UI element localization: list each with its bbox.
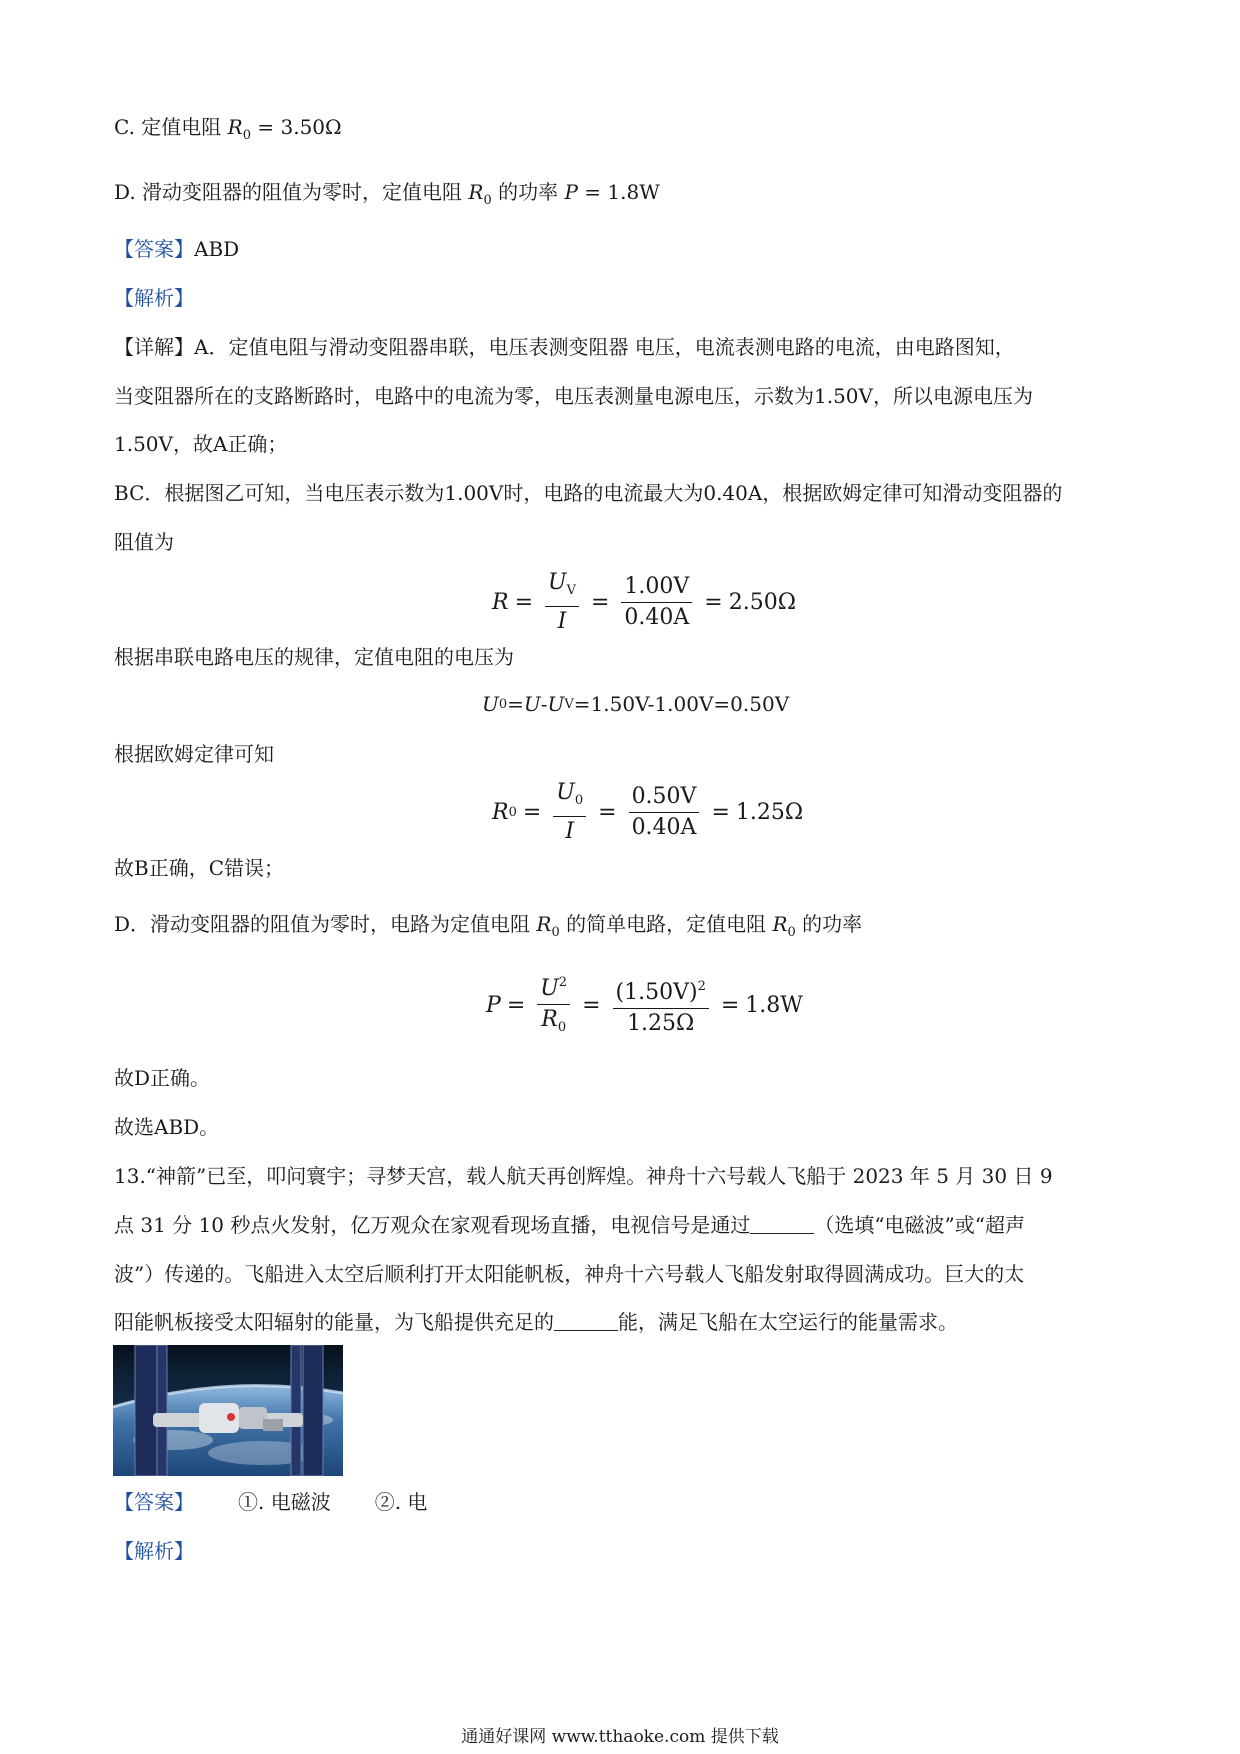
q13-line4-text: 阳能帆板接受太阳辐射的能量，为飞船提供充足的 <box>114 1310 554 1334</box>
detail-line-1 <box>114 333 1015 361</box>
detail-text-1: A．定值电阻与滑动变阻器串联，电压表测变阻器 电压，电流表测电路的电流，由电路图知， <box>194 335 1015 359</box>
option-d-mid: 的功率 <box>491 180 565 204</box>
r-symbol: R <box>536 912 552 936</box>
analysis-tag-2: 【解析】 <box>114 1539 194 1563</box>
text-ohm: 根据欧姆定律可知 <box>114 742 274 766</box>
denominator: R <box>541 1007 558 1032</box>
analysis-tag: 【解析】 <box>114 286 194 310</box>
denominator-value: 1.25Ω <box>627 1011 695 1036</box>
r-symbol: R <box>772 912 788 936</box>
answer-block <box>114 235 239 263</box>
fraction-numeric <box>613 972 709 1039</box>
detail-line-3: 1.50V，故A正确； <box>114 432 288 456</box>
p-symbol: P <box>564 180 578 204</box>
answer-value: ABD <box>194 237 240 261</box>
formula-power: P = $\frac{U^2}{R_0}$ = $\frac{(1.50V)^2}{1.25\Omega}$ = 1.8W <box>486 968 803 1043</box>
text-d-result: 故D正确。 <box>114 1066 211 1090</box>
answer-item-2: ②. 电 <box>374 1490 428 1514</box>
r-subscript: 0 <box>787 925 796 940</box>
formula-result: 1.25Ω <box>735 800 804 825</box>
text-d-part1: D．滑动变阻器的阻值为零时，电路为定值电阻 <box>114 912 537 936</box>
option-c-value: = 3.50Ω <box>251 115 342 139</box>
page-footer: 通通好课网 www.tthaoke.com 提供下载 <box>461 1727 779 1747</box>
u0-symbol: U <box>482 692 499 716</box>
text-choose: 故选ABD。 <box>114 1115 220 1139</box>
answer-blank-2 <box>554 1312 618 1331</box>
answer-tag: 【答案】 <box>114 237 194 261</box>
detail-tag: 【详解】 <box>114 335 194 359</box>
numerator-value: 0.50V <box>631 784 697 809</box>
fraction-symbolic <box>545 568 579 637</box>
formula-resistance: R = $\frac{U_V}{I}$ = $\frac{1.00V}{0.40A}$ = 2.50Ω <box>492 568 796 637</box>
fraction-symbolic <box>553 778 586 847</box>
detail-line-2: 当变阻器所在的支路断路时，电路中的电流为零，电压表测量电源电压，示数为1.50V，所以电源电压为 <box>114 384 1033 408</box>
denominator-value: 0.40A <box>631 815 697 840</box>
numerator-value: 1.00V <box>624 574 690 599</box>
formula-lhs: P <box>486 993 501 1018</box>
lhs-subscript: 0 <box>508 805 517 820</box>
numerator: U <box>540 976 559 1001</box>
option-d-value: = 1.8W <box>577 180 660 204</box>
text-d <box>114 910 862 947</box>
formula-r0: R 0 = $\frac{U_0}{I}$ = $\frac{0.50V}{0.40A}$ = 1.25Ω <box>492 778 803 847</box>
text-series: 根据串联电路电压的规律，定值电阻的电压为 <box>114 645 514 669</box>
q13-line-1: 13.“神箭”已至，叩问寰宇；寻梦天宫，载人航天再创辉煌。神舟十六号载人飞船于 2023 年 5 月 30 日 9 <box>114 1164 1053 1188</box>
r-subscript: 0 <box>242 128 252 143</box>
q13-line-2 <box>114 1211 1025 1239</box>
fraction-numeric <box>621 572 692 633</box>
q13-line2-tail: （选填“电磁波”或“超声 <box>814 1213 1026 1237</box>
formula-result: 2.50Ω <box>728 590 796 615</box>
space-station-image <box>113 1345 343 1476</box>
uv-symbol: U <box>547 692 565 716</box>
formula-lhs: R <box>492 800 509 825</box>
detail-line-5: 阻值为 <box>114 530 174 554</box>
numerator-superscript: 2 <box>697 979 706 994</box>
formula-voltage: U 0 = U - U V =1.50V-1.00V=0.50V <box>482 692 790 716</box>
denominator-value: 0.40A <box>624 605 690 630</box>
numerator: U <box>556 780 575 805</box>
numerator: U <box>548 570 567 595</box>
answer-item-1: ①. 电磁波 <box>238 1490 331 1514</box>
numerator-subscript: 0 <box>574 793 584 808</box>
r-symbol: R <box>468 180 484 204</box>
answer-blank-1 <box>750 1215 814 1234</box>
text-d-part3: 的功率 <box>795 912 863 936</box>
u-symbol: U <box>523 692 541 716</box>
answer-tag: 【答案】 <box>114 1490 194 1514</box>
q13-line-3: 波”）传递的。飞船进入太空后顺利打开太阳能帆板，神舟十六号载人飞船发射取得圆满成功。巨大的太 <box>114 1262 1025 1286</box>
option-d <box>114 178 660 215</box>
formula-lhs: R <box>492 590 509 615</box>
r-symbol: R <box>227 115 243 139</box>
q13-line-4 <box>114 1308 958 1336</box>
denominator-subscript: 0 <box>557 1020 567 1035</box>
option-c-text: C. 定值电阻 <box>114 115 228 139</box>
answer-block-2 <box>114 1488 427 1516</box>
formula-voltage-rest: =1.50V-1.00V=0.50V <box>573 692 790 716</box>
r-subscript: 0 <box>551 925 560 940</box>
r-subscript: 0 <box>483 193 492 208</box>
detail-line-4: BC．根据图乙可知，当电压表示数为1.00V时，电路的电流最大为0.40A，根据欧姆定律可知滑动变阻器的 <box>114 481 1063 505</box>
fraction-numeric <box>629 782 700 843</box>
q13-line2-text: 点 31 分 10 秒点火发射，亿万观众在家观看现场直播，电视信号是通过 <box>114 1213 751 1237</box>
numerator-value: (1.50V) <box>615 980 698 1005</box>
option-c <box>114 113 342 150</box>
formula-result: 1.8W <box>745 993 803 1018</box>
u0-subscript: 0 <box>498 696 508 712</box>
uv-subscript: V <box>564 696 574 712</box>
q13-line4-tail: 能，满足飞船在太空运行的能量需求。 <box>618 1310 958 1334</box>
numerator-subscript: V <box>566 583 576 598</box>
option-d-text: D. 滑动变阻器的阻值为零时，定值电阻 <box>114 180 469 204</box>
fraction-symbolic <box>537 968 570 1043</box>
text-bc-result: 故B正确，C错误； <box>114 856 284 880</box>
numerator-superscript: 2 <box>558 975 568 990</box>
denominator: I <box>557 609 567 634</box>
denominator: I <box>565 819 575 844</box>
text-d-part2: 的简单电路，定值电阻 <box>559 912 773 936</box>
